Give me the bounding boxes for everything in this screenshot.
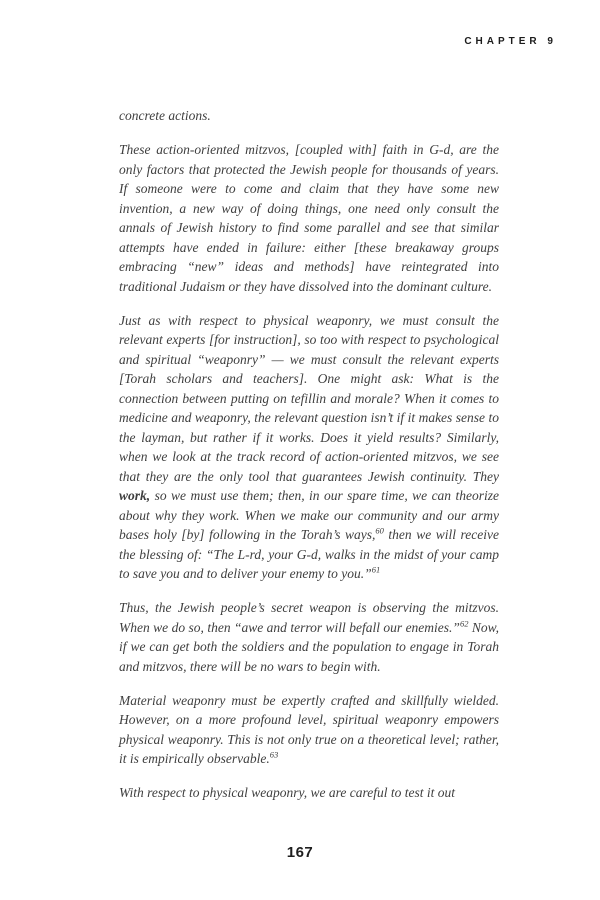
paragraph-1: concrete actions. [119,108,211,123]
page-number: 167 [286,844,314,861]
chapter-header: CHAPTER 9 [464,36,557,47]
paragraph-2: These action-oriented mitzvos, [coupled with] faith in G-d, are the only factors that protected the Jewish people for thousands of years. If someone were to come and claim that they have some new invention, a new way of doing things, one need only consult the annals of Jewish history to find some parallel and see that similar attempts have ended in failure: either [these breakaway groups embracing “new” ideas and methods] have reintegrated into traditional Judaism or they have dissolved into the dominant culture. [119,142,499,294]
paragraph-6: With respect to physical weaponry, we are careful to test it out [119,785,455,800]
body-text [119,106,499,803]
paragraph-3: Just as with respect to physical weaponry, we must consult the relevant experts [for instruction], so too with respect to psychological and spiritual “weaponry” — we must consult the relevant experts [Torah scholars and teachers]. One might ask: What is the connection between putting on tefillin and morale? When it comes to medicine and weaponry, the relevant question isn’t if it makes sense to the layman, but rather if it works. Does it yield results? Similarly, when we look at the track record of action-oriented mitzvos, we see that they are the only tool that guarantees Jewish continuity. They work, so we must use them; then, in our spare time, we can theorize about why they work. When we make our community and our army bases holy [by] following in the Torah’s ways,$^{60}$ then we will receive the blessing of: “The L-rd, your G-d, walks in the midst of your camp to save you and to deliver your enemy to you.”$^{61}$ [119,312,499,581]
paragraph-5: Material weaponry must be expertly crafted and skillfully wielded. However, on a more profound level, spiritual weaponry empowers physical weaponry. This is not only true on a theoretical level; rather, it is empirically observable.$^{63}$ [119,692,499,766]
paragraph-4: Thus, the Jewish people’s secret weapon is observing the mitzvos. When we do so, then “awe and terror will befall our enemies.”$^{62}$ Now, if we can get both the soldiers and the population to engage in Torah and mitzvos, there will be no wars to begin with. [119,600,499,674]
